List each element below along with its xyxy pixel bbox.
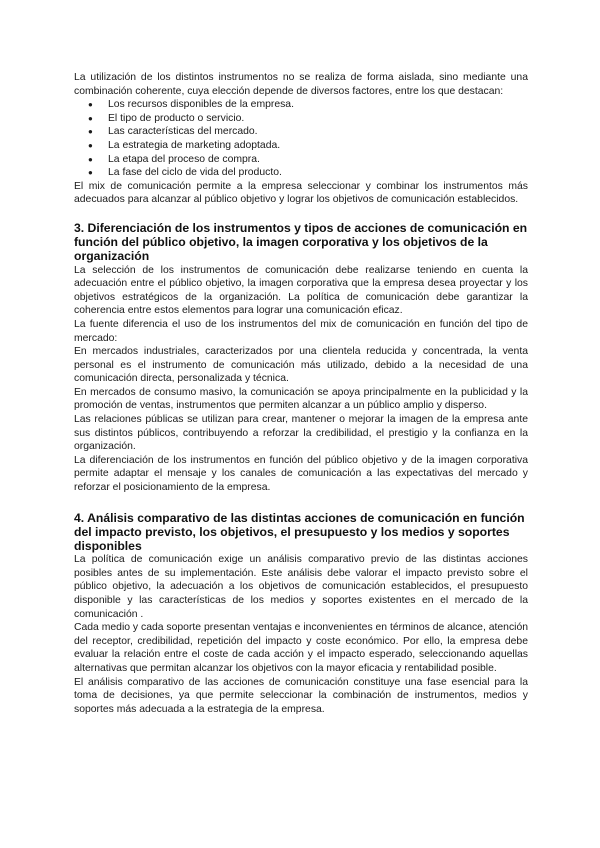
list-item: ● Los recursos disponibles de la empresa.	[88, 98, 528, 112]
list-item: ● La etapa del proceso de compra.	[88, 153, 528, 167]
paragraph: En mercados industriales, caracterizados por una clientela reducida y concentrada, la venta personal es el instrumento de comunicación más utilizado, debido a la necesidad de una comunicación directa, personalizada y técnica.	[74, 346, 528, 385]
paragraph: En mercados de consumo masivo, la comunicación se apoya principalmente en la publicidad y la promoción de ventas, instrumentos que permiten alcanzar a un público amplio y disperso.	[74, 386, 528, 412]
intro-paragraph: La utilización de los distintos instrumentos no se realiza de forma aislada, sino mediante una combinación coherente, cuya elección depende de diversos factores, entre los que destacan:	[74, 72, 528, 97]
factors-list	[74, 98, 528, 180]
paragraph: Las relaciones públicas se utilizan para crear, mantener o mejorar la imagen de la empresa ante sus distintos públicos, contribuyendo a reforzar la credibilidad, el prestigio y la confianza en la organización.	[74, 414, 528, 453]
list-item: ● Las características del mercado.	[88, 125, 528, 139]
list-item: ● La estrategia de marketing adoptada.	[88, 139, 528, 153]
paragraph: La diferenciación de los instrumentos en función del público objetivo y de la imagen corporativa permite adaptar el mensaje y los canales de comunicación a las expectativas del mercado y reforzar el posicionamiento de la empresa.	[74, 454, 528, 494]
list-item: ● La fase del ciclo de vida del producto.	[88, 166, 528, 180]
mix-paragraph: El mix de comunicación permite a la empresa seleccionar y combinar los instrumentos más adecuados para alcanzar al público objetivo y lograr los objetivos de comunicación establecidos.	[74, 180, 528, 206]
section-4-heading: 4. Análisis comparativo de las distintas acciones de comunicación en función del impacto previsto, los objetivos, el presupuesto y los medios y soportes disponibles	[74, 510, 525, 554]
paragraph: La fuente diferencia el uso de los instrumentos del mix de comunicación en función del tipo de mercado:	[74, 318, 528, 344]
section-3-heading: 3. Diferenciación de los instrumentos y tipos de acciones de comunicación en función del público objetivo, la imagen corporativa y los objetivos de la organización	[74, 220, 528, 264]
list-item: ● El tipo de producto o servicio.	[88, 112, 528, 126]
paragraph: La política de comunicación exige un análisis comparativo previo de las distintas acciones posibles antes de su implementación. Este análisis debe valorar el impacto previsto sobre el público objetivo, la adecuación a los objetivos de comunicación establecidos, el presupuesto disponible y las características de los medios y soportes existentes en el mercado de la comunicación .	[74, 554, 528, 620]
paragraph: La selección de los instrumentos de comunicación debe realizarse teniendo en cuenta la adecuación entre el público objetivo, la imagen corporativa que la empresa desea proyectar y los objetivos estratégicos de la organización. La política de comunicación debe garantizar la coherencia entre estos elementos para lograr una comunicación eficaz.	[74, 264, 528, 317]
paragraph: Cada medio y cada soporte presentan ventajas e inconvenientes en términos de alcance, atención del receptor, credibilidad, repetición del impacto y coste económico. Por ello, la empresa debe evaluar la relación entre el coste de cada acción y el impacto esperado, seleccionando aquellas alternativas que permitan alcanzar los objetivos con la mayor eficacia y rentabilidad posible.	[74, 622, 529, 674]
paragraph: El análisis comparativo de las acciones de comunicación constituye una fase esencial para la toma de decisiones, ya que permite seleccionar la combinación de instrumentos, medios y soportes más adecuada a la estrategia de la empresa.	[74, 676, 528, 715]
